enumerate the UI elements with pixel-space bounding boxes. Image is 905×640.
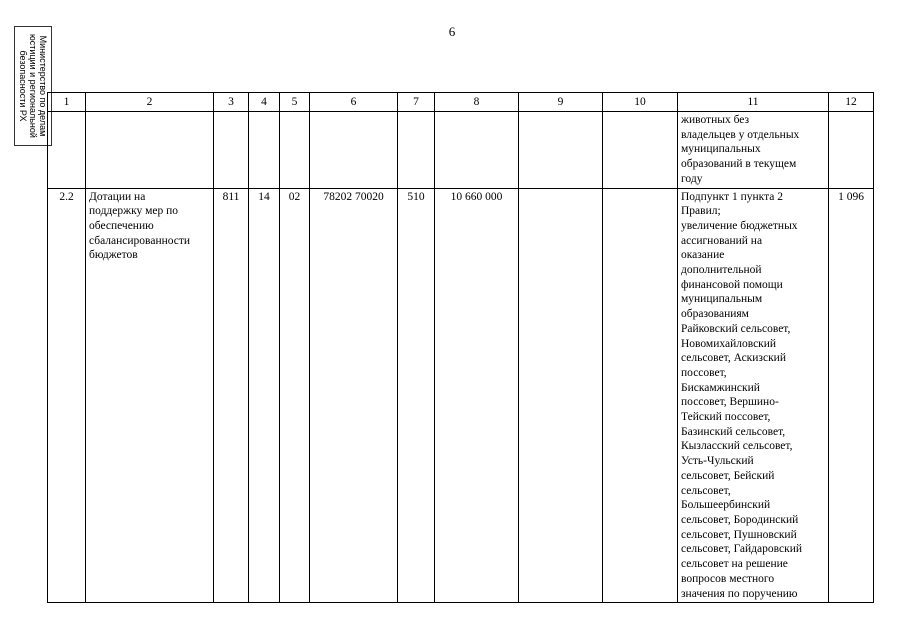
text-line: вопросов местного xyxy=(681,572,775,585)
cell-basis xyxy=(678,112,829,189)
text-line: Подпункт 1 пункта 2 xyxy=(681,190,783,203)
text-line: сбалансированности xyxy=(89,234,191,247)
text-line: сельсовет, Бейский xyxy=(681,469,775,482)
text-line: Усть-Чульский xyxy=(681,455,754,468)
cell-col6 xyxy=(310,112,398,189)
table-row xyxy=(48,188,874,603)
text-line: Новомихайловский xyxy=(681,337,777,350)
cell-col4 xyxy=(249,112,280,189)
column-header: 2 xyxy=(86,93,214,112)
header-row xyxy=(48,93,874,112)
cell-col6: 78202 70020 xyxy=(310,188,398,603)
text-line: ассигнований на xyxy=(681,234,763,247)
cell-col12: 1 096 xyxy=(829,188,874,603)
cell-number xyxy=(48,112,86,189)
budget-table xyxy=(47,92,874,603)
text-line: увеличение бюджетных xyxy=(681,219,798,232)
text-line: Бискамжинский xyxy=(681,381,760,394)
text-line: Правил; xyxy=(681,205,721,218)
column-header: 8 xyxy=(435,93,519,112)
text-line: Большеербинский xyxy=(681,499,771,512)
column-header: 7 xyxy=(398,93,435,112)
text-line: финансовой помощи xyxy=(681,278,783,291)
cell-name xyxy=(86,188,214,603)
cell-col8 xyxy=(435,112,519,189)
cell-col9 xyxy=(519,188,603,603)
text-line: муниципальным xyxy=(681,293,763,306)
text-line: образований в текущем xyxy=(681,158,797,171)
table-row xyxy=(48,112,874,189)
text-line: Базинский сельсовет, xyxy=(681,425,786,438)
text-line: животных без xyxy=(681,114,750,126)
text-line: году xyxy=(681,172,703,185)
column-header: 5 xyxy=(280,93,310,112)
text-line: сельсовет, Гайдаровский xyxy=(681,543,803,556)
text-line: сельсовет, Бородинский xyxy=(681,513,799,526)
text-line: образованиям xyxy=(681,308,749,321)
cell-number: 2.2 xyxy=(48,188,86,603)
cell-col12 xyxy=(829,112,874,189)
text-line: поддержку мер по xyxy=(89,205,179,218)
page-number: 6 xyxy=(448,24,456,39)
text-line: бюджетов xyxy=(89,249,138,262)
text-line: сельсовет, Пушновский xyxy=(681,528,797,541)
text-line: сельсовет на решение xyxy=(681,558,788,571)
text-line: Дотации на xyxy=(89,190,146,203)
column-header: 9 xyxy=(519,93,603,112)
text-line: поссовет, Вершино- xyxy=(681,396,779,409)
column-header: 11 xyxy=(678,93,829,112)
cell-col7: 510 xyxy=(398,188,435,603)
text-line: сельсовет, xyxy=(681,484,731,497)
text-line: Райковский сельсовет, xyxy=(681,322,791,335)
text-line: оказание xyxy=(681,249,725,262)
cell-name xyxy=(86,112,214,189)
cell-col10 xyxy=(603,112,678,189)
column-header: 4 xyxy=(249,93,280,112)
cell-col3: 811 xyxy=(214,188,249,603)
text-line: дополнительной xyxy=(681,264,762,277)
text-line: владельцев у отдельных xyxy=(681,128,800,141)
cell-col10 xyxy=(603,188,678,603)
column-header: 6 xyxy=(310,93,398,112)
text-line: сельсовет, Аскизский xyxy=(681,352,786,365)
text-line: Кызласский сельсовет, xyxy=(681,440,793,453)
cell-col8: 10 660 000 xyxy=(435,188,519,603)
cell-col9 xyxy=(519,112,603,189)
column-header: 3 xyxy=(214,93,249,112)
cell-col5 xyxy=(280,112,310,189)
cell-col4: 14 xyxy=(249,188,280,603)
column-header: 1 xyxy=(48,93,86,112)
cell-col3 xyxy=(214,112,249,189)
text-line: Тейский поссовет, xyxy=(681,411,771,424)
text-line: значения по поручению xyxy=(681,587,798,600)
text-line: поссовет, xyxy=(681,366,727,379)
cell-col5: 02 xyxy=(280,188,310,603)
cell-col7 xyxy=(398,112,435,189)
text-line: обеспечению xyxy=(89,219,154,232)
cell-basis xyxy=(678,188,829,603)
stamp-text: Министерство по делам юстиции и региональной безопасности РХ xyxy=(18,34,48,138)
column-header: 10 xyxy=(603,93,678,112)
text-line: муниципальных xyxy=(681,143,761,156)
column-header: 12 xyxy=(829,93,874,112)
